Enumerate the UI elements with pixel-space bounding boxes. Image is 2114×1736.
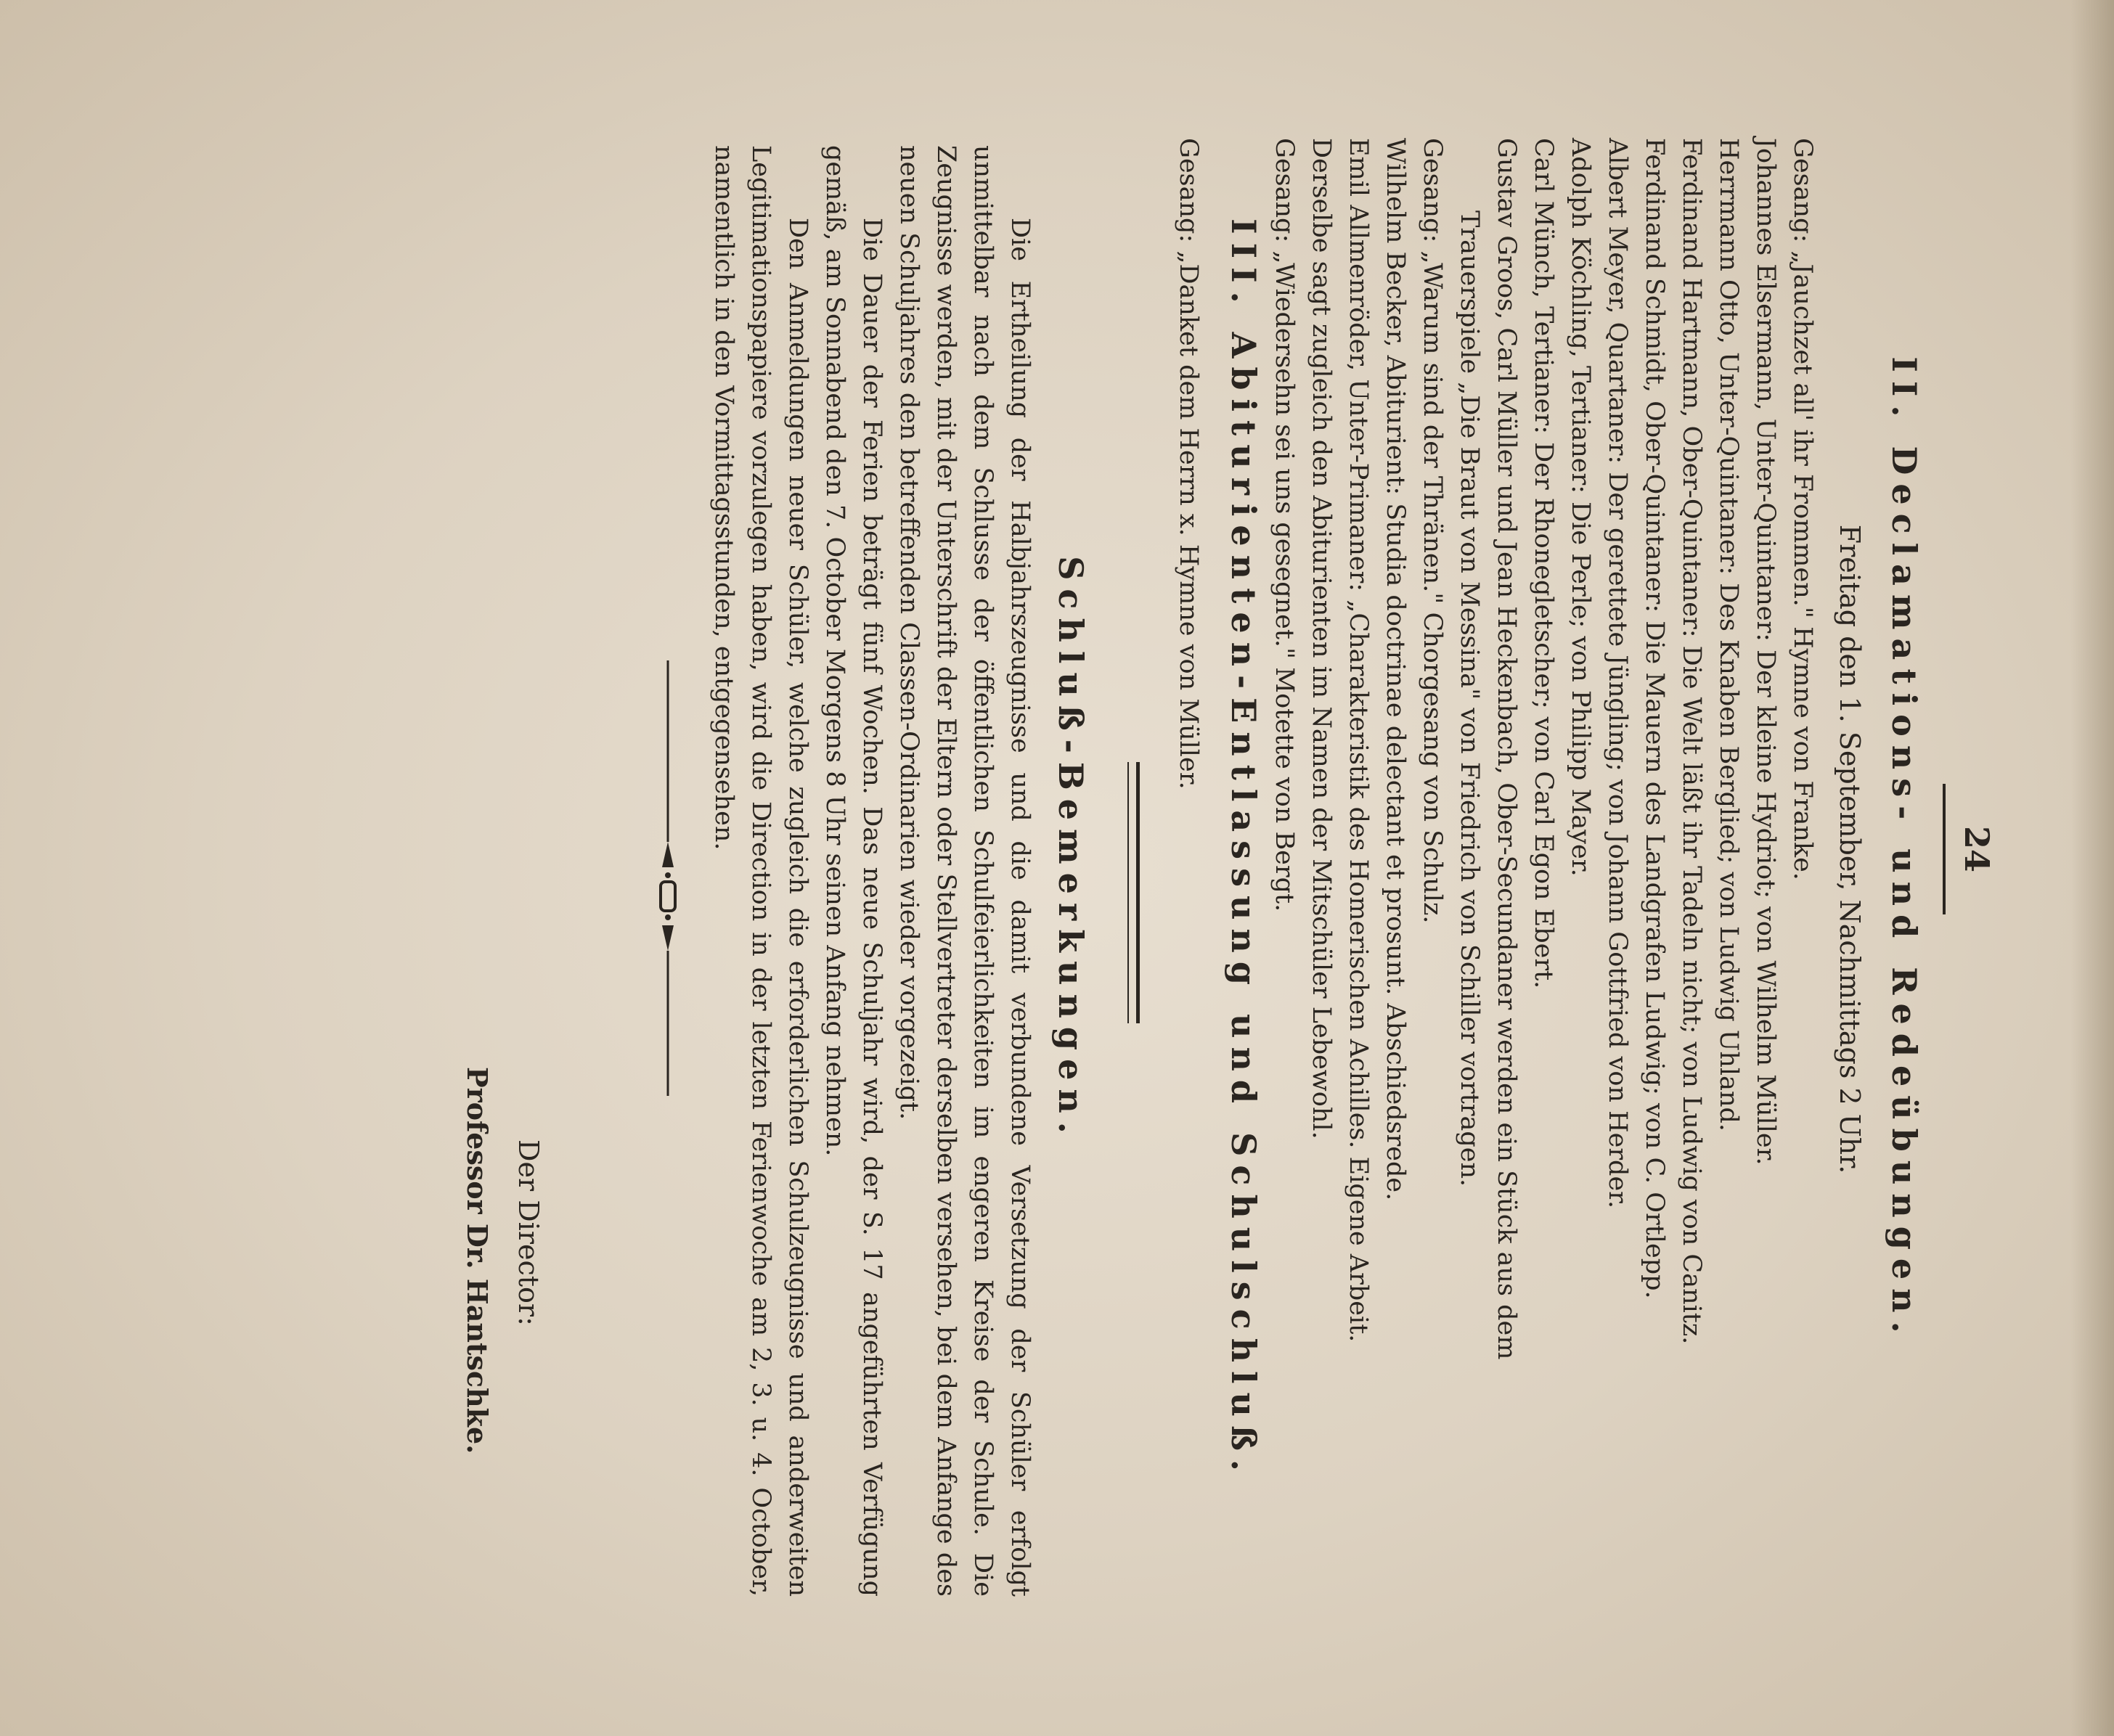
page-edge-shadow (2070, 0, 2114, 1736)
program-line: Derselbe sagt zugleich den Abiturienten im Namen der Mitschüler Lebewohl. (1307, 138, 1336, 1139)
section-divider (1127, 762, 1140, 1023)
program-line: Wilhelm Becker, Abiturient: Studia doctrinae delectant et prosunt. Abschiedsrede. (1381, 138, 1410, 1201)
section-2-subtitle: Freitag den 1. September, Nachmittags 2 Uhr. (1834, 524, 1866, 1174)
program-line: Gesang: „Warum sind der Thränen." Chorgesang von Schulz. (1418, 138, 1447, 924)
program-line: Johannes Elsermann, Unter-Quintaner: Der kleine Hydriot; von Wilhelm Müller. (1751, 138, 1780, 1166)
program-line: Gesang: „Danket dem Herrn x. Hymne von Müller. (1174, 138, 1203, 790)
page-number: 24 (1957, 825, 1996, 872)
program-line: Gesang: „Wiedersehn sei uns gesegnet." Motette von Bergt. (1270, 138, 1299, 912)
program-line: Albert Meyer, Quartaner: Der gerettete Jüngling; von Johann Gottfried von Herder. (1603, 138, 1632, 1209)
program-line: Herrmann Otto, Unter-Quintaner: Des Knaben Berglied; von Ludwig Uhland. (1714, 138, 1743, 1132)
program-line: Carl Münch, Tertianer: Der Rhonegletscher; von Carl Egon Ebert. (1529, 138, 1558, 989)
paragraph: Die Dauer der Ferien beträgt fünf Wochen. Das neue Schuljahr wird, der S. 17 angeführten Verfügung gemäß, am Sonnabend den 7. October Morgens 8 Uhr seinen Anfang nehmen. (820, 145, 886, 1597)
ornament-rule-icon (653, 660, 682, 1096)
rotated-page-content (152, 29, 2011, 1669)
section-3-list (1170, 138, 1207, 1589)
signature-title: Der Director: (513, 1139, 544, 1326)
program-list (1265, 138, 1821, 1589)
section-2-title: II. Declamations- und Redeübungen. (1885, 356, 1924, 1342)
page-number-rule (1943, 784, 1946, 914)
program-line: Ferdinand Schmidt, Ober-Quintaner: Die Mauern des Landgrafen Ludwig; von C. Ortlepp. (1640, 138, 1669, 1299)
section-3-title: III. Abiturienten-Entlassung und Schulschluß. (1224, 218, 1263, 1480)
closing-remarks-title: Schluß-Bemerkungen. (1051, 556, 1090, 1142)
program-line: Adolph Köchling, Tertianer: Die Perle; von Philipp Mayer. (1566, 138, 1595, 877)
program-line: Emil Allmenröder, Unter-Primaner: „Charakteristik des Homerischen Achilles. Eigene Arbeit. (1344, 138, 1373, 1343)
paragraph: Die Ertheilung der Halbjahrszeugnisse und die damit verbundene Versetzung der Schüler erfolgt unmittelbar nach dem Schlusse der öffentlichen Schulfeierlichkeiten im engeren Kreise der Schule. Die Zeugnisse werden, mit der Unterschrift der Eltern oder Stellvertreter derselben versehen, bei dem Anfange des neuen Schuljahres den betreffenden Classen-Ordinarien wieder vorgezeigt. (894, 145, 1034, 1597)
closing-remarks-text (705, 145, 1038, 1597)
signature-name: Professor Dr. Hantschke. (461, 1067, 494, 1454)
paragraph: Den Anmeldungen neuer Schüler, welche zugleich die erforderlichen Schulzeugnisse und anderweiten Legitimationspapiere vorzulegen haben, wird die Direction in der letzten Ferienwoche am 2, 3. u. 4. October, namentlich in den Vormittagsstunden, entgegensehen. (709, 145, 812, 1597)
program-line: Ferdinand Hartmann, Ober-Quintaner: Die Welt läßt ihr Tadeln nicht; von Ludwig von Canitz. (1677, 138, 1706, 1345)
program-line: Gustav Groos, Carl Müller und Jean Heckenbach, Ober-Secundaner werden ein Stück aus dem (1492, 138, 1521, 1360)
program-line: Gesang: „Jauchzet all' ihr Frommen." Hymne von Franke. (1788, 138, 1817, 880)
program-line: Trauerspiele „Die Braut von Messina" von Friedrich von Schiller vortragen. (1455, 210, 1484, 1187)
